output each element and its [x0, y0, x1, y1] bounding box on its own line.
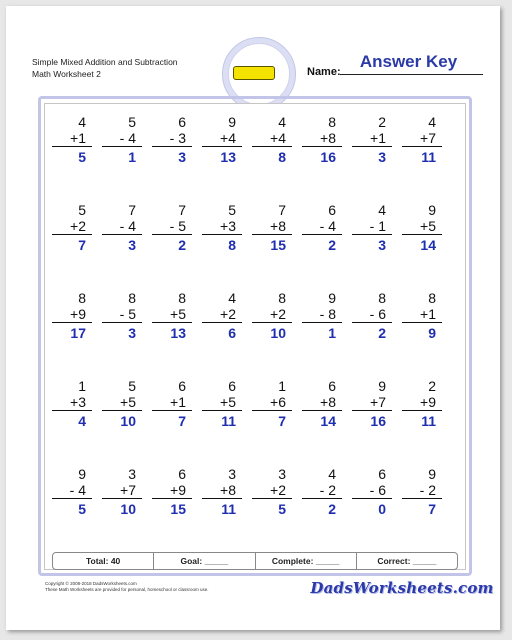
problem-top-number: 8 [178, 290, 186, 306]
problem-top-number: 2 [428, 378, 436, 394]
problem [402, 466, 442, 517]
problem [152, 378, 192, 429]
problem-top-number: 3 [278, 466, 286, 482]
problem-operator-number: - 4 [302, 218, 342, 235]
problem-answer: 16 [370, 413, 386, 429]
problem-operator-number: +1 [352, 130, 392, 147]
problem-operator-number: - 6 [352, 482, 392, 499]
score-bar [52, 552, 458, 570]
problem-answer: 7 [178, 413, 186, 429]
problem-top-number: 7 [128, 202, 136, 218]
problem-answer: 16 [320, 149, 336, 165]
title-line-2: Math Worksheet 2 [32, 69, 101, 79]
problem-operator-number: +1 [52, 130, 92, 147]
problem [252, 466, 292, 517]
problem-operator-number: +9 [402, 394, 442, 411]
problem-operator-number: - 1 [352, 218, 392, 235]
problem-operator-number: +7 [102, 482, 142, 499]
problem [52, 466, 92, 517]
problem-answer: 3 [128, 325, 136, 341]
problem-top-number: 1 [278, 378, 286, 394]
problem-operator-number: +2 [202, 306, 242, 323]
problem-operator-number: +4 [252, 130, 292, 147]
problem [102, 466, 142, 517]
problem-answer: 11 [221, 413, 236, 429]
problem-answer: 5 [278, 501, 286, 517]
problem [202, 114, 242, 165]
name-line [340, 74, 483, 75]
problem-answer: 10 [120, 413, 136, 429]
problem-top-number: 5 [78, 202, 86, 218]
problem-top-number: 9 [378, 378, 386, 394]
problem-operator-number: - 5 [102, 306, 142, 323]
problem-top-number: 8 [278, 290, 286, 306]
problem [202, 202, 242, 253]
problem-answer: 2 [328, 501, 336, 517]
problem-answer: 7 [428, 501, 436, 517]
problem-answer: 10 [120, 501, 136, 517]
pencil-eraser-emblem-icon [233, 66, 275, 80]
problem-top-number: 9 [78, 466, 86, 482]
problem-answer: 5 [78, 149, 86, 165]
problem-operator-number: +9 [152, 482, 192, 499]
problem-operator-number: - 2 [302, 482, 342, 499]
problem-operator-number: +5 [402, 218, 442, 235]
problem-operator-number: +6 [252, 394, 292, 411]
problem-top-number: 6 [178, 114, 186, 130]
problem-answer: 8 [278, 149, 286, 165]
problem [302, 466, 342, 517]
dadsworksheets-logo: DadsWorksheets.com [310, 579, 494, 597]
problem-top-number: 5 [128, 378, 136, 394]
problem-operator-number: +2 [252, 306, 292, 323]
problem-operator-number: +7 [352, 394, 392, 411]
problem-answer: 9 [428, 325, 436, 341]
problem-top-number: 3 [128, 466, 136, 482]
problem-operator-number: +8 [202, 482, 242, 499]
problem-answer: 13 [220, 149, 236, 165]
problem-top-number: 8 [78, 290, 86, 306]
problem-operator-number: +9 [52, 306, 92, 323]
problem-answer: 14 [320, 413, 336, 429]
problem-answer: 3 [378, 237, 386, 253]
problem [252, 202, 292, 253]
problem-top-number: 1 [78, 378, 86, 394]
problem-answer: 5 [78, 501, 86, 517]
problem-operator-number: +2 [252, 482, 292, 499]
problem-top-number: 5 [228, 202, 236, 218]
problem-answer: 1 [328, 325, 336, 341]
problem-top-number: 4 [328, 466, 336, 482]
problem-operator-number: +4 [202, 130, 242, 147]
answer-key-label: Answer Key [359, 52, 458, 71]
problem-answer: 2 [378, 325, 386, 341]
problem-top-number: 7 [278, 202, 286, 218]
problem-answer: 3 [178, 149, 186, 165]
problem-top-number: 9 [428, 202, 436, 218]
problem-top-number: 8 [328, 114, 336, 130]
problem [402, 114, 442, 165]
problem [302, 290, 342, 341]
problem [252, 290, 292, 341]
problem-operator-number: +3 [52, 394, 92, 411]
problem-answer: 8 [228, 237, 236, 253]
problem [152, 202, 192, 253]
problem-top-number: 6 [378, 466, 386, 482]
problem-top-number: 3 [228, 466, 236, 482]
name-label: Name: [307, 66, 341, 78]
problem-top-number: 7 [178, 202, 186, 218]
problem-operator-number: +5 [152, 306, 192, 323]
problem-top-number: 5 [128, 114, 136, 130]
problem-top-number: 6 [178, 378, 186, 394]
problem-answer: 6 [228, 325, 236, 341]
problem-answer: 3 [128, 237, 136, 253]
problem-top-number: 6 [228, 378, 236, 394]
problem [152, 114, 192, 165]
problem [152, 290, 192, 341]
problem-operator-number: +5 [102, 394, 142, 411]
problem-operator-number: +8 [302, 394, 342, 411]
problem-answer: 11 [221, 501, 236, 517]
problem-operator-number: +1 [402, 306, 442, 323]
problem-operator-number: +5 [202, 394, 242, 411]
problem-answer: 11 [421, 413, 436, 429]
problem-answer: 3 [378, 149, 386, 165]
problem-top-number: 9 [428, 466, 436, 482]
problem-top-number: 4 [378, 202, 386, 218]
problem-top-number: 4 [428, 114, 436, 130]
problem-operator-number: +2 [52, 218, 92, 235]
problem-operator-number: - 2 [402, 482, 442, 499]
total-cell: Total: 40 [53, 553, 154, 569]
problem-answer: 2 [178, 237, 186, 253]
problem-top-number: 4 [278, 114, 286, 130]
problem-operator-number: +7 [402, 130, 442, 147]
problem [352, 114, 392, 165]
problem-top-number: 8 [128, 290, 136, 306]
problem-answer: 4 [78, 413, 86, 429]
problem-top-number: 9 [228, 114, 236, 130]
problem [302, 114, 342, 165]
problem-operator-number: - 4 [102, 218, 142, 235]
problem-operator-number: - 6 [352, 306, 392, 323]
problem-operator-number: - 8 [302, 306, 342, 323]
problem-top-number: 9 [328, 290, 336, 306]
problem [152, 466, 192, 517]
problem-top-number: 8 [378, 290, 386, 306]
problem-answer: 10 [270, 325, 286, 341]
problem [302, 378, 342, 429]
problem [252, 378, 292, 429]
problem [302, 202, 342, 253]
problem [352, 378, 392, 429]
problem-answer: 17 [70, 325, 86, 341]
problem [52, 202, 92, 253]
problem [402, 202, 442, 253]
correct-cell: Correct: _____ [377, 556, 437, 566]
problem-answer: 0 [378, 501, 386, 517]
complete-cell: Complete: _____ [256, 553, 357, 569]
copyright-line-1: Copyright © 2008-2018 DadsWorksheets.com [45, 581, 137, 586]
problem [102, 378, 142, 429]
problem-answer: 11 [421, 149, 436, 165]
problem [202, 466, 242, 517]
problem-top-number: 6 [328, 202, 336, 218]
problem-top-number: 4 [78, 114, 86, 130]
problem [52, 290, 92, 341]
problem-answer: 13 [170, 325, 186, 341]
problem [252, 114, 292, 165]
problem-operator-number: - 4 [102, 130, 142, 147]
goal-cell: Goal: _____ [154, 553, 255, 569]
title-line-1: Simple Mixed Addition and Subtraction [32, 57, 178, 67]
problem [352, 290, 392, 341]
problem-answer: 2 [328, 237, 336, 253]
problem-operator-number: - 4 [52, 482, 92, 499]
problem-operator-number: - 3 [152, 130, 192, 147]
problem [352, 202, 392, 253]
problem-top-number: 6 [328, 378, 336, 394]
problem-answer: 14 [420, 237, 436, 253]
worksheet-title [32, 56, 232, 80]
problem-answer: 7 [78, 237, 86, 253]
problem-top-number: 2 [378, 114, 386, 130]
problem-answer: 1 [128, 149, 136, 165]
problem [402, 378, 442, 429]
problem [52, 114, 92, 165]
problem-operator-number: +8 [252, 218, 292, 235]
copyright-notice [45, 581, 305, 593]
problem-operator-number: +1 [152, 394, 192, 411]
problem-top-number: 8 [428, 290, 436, 306]
copyright-line-2: These Math Worksheets are provided for personal, homeschool or classroom use. [45, 587, 209, 592]
problem [202, 378, 242, 429]
problem [352, 466, 392, 517]
problem-operator-number: - 5 [152, 218, 192, 235]
problem-operator-number: +8 [302, 130, 342, 147]
problem-answer: 15 [170, 501, 186, 517]
problem [402, 290, 442, 341]
problem-answer: 7 [278, 413, 286, 429]
problem [202, 290, 242, 341]
problem [52, 378, 92, 429]
problem-answer: 15 [270, 237, 286, 253]
problem [102, 114, 142, 165]
problem-top-number: 4 [228, 290, 236, 306]
problem-operator-number: +3 [202, 218, 242, 235]
problem [102, 290, 142, 341]
problem [102, 202, 142, 253]
problem-top-number: 6 [178, 466, 186, 482]
